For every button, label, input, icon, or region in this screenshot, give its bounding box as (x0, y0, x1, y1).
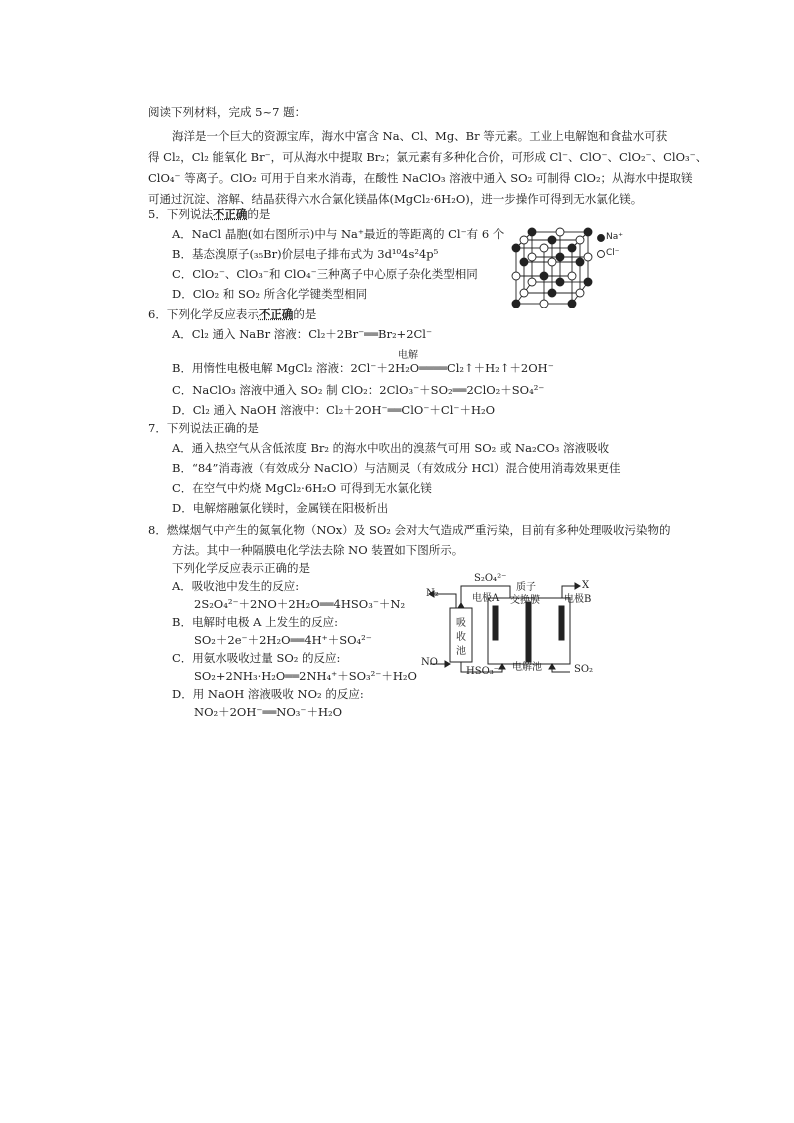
passage-line-3: ClO₄⁻ 等离子。ClO₂ 可用于自来水消毒，在酸性 NaClO₃ 溶液中通入 SO₂ 可制得 ClO₂；从海水中提取镁 (148, 171, 693, 185)
label-absorb-3: 池 (456, 646, 466, 657)
label-x: X (582, 580, 590, 591)
label-electrode-a: 电极A (472, 593, 500, 604)
q6-stem (148, 306, 316, 322)
q5-stem (148, 206, 270, 222)
q5-stem-emphasis: 不正确 (212, 207, 248, 221)
label-n2: N₂ (426, 588, 439, 599)
electrolysis-apparatus-figure (420, 572, 600, 682)
q8-option-d: D．用 NaOH 溶液吸收 NO₂ 的反应: (172, 687, 364, 701)
label-so2: SO₂ (574, 664, 594, 675)
q5-stem-pre: 5．下列说法 (148, 207, 213, 221)
q8-option-c: C．用氨水吸收过量 SO₂ 的反应: (172, 651, 341, 665)
label-absorb-1: 吸 (456, 618, 466, 629)
nacl-unit-cell-figure (510, 226, 620, 308)
q5-option-d: D．ClO₂ 和 SO₂ 所含化学键类型相同 (172, 287, 368, 301)
q5-option-c: C．ClO₂⁻、ClO₃⁻和 ClO₄⁻三种离子中心原子杂化类型相同 (172, 267, 478, 281)
q8-option-a-equation: 2S₂O₄²⁻＋2NO＋2H₂O══4HSO₃⁻＋N₂ (194, 597, 406, 611)
q8-option-a: A．吸收池中发生的反应: (172, 579, 300, 593)
q6-b-condition: 电解 (398, 350, 418, 361)
q7-stem: 7．下列说法正确的是 (148, 421, 259, 435)
label-membrane-2: 交换膜 (510, 595, 540, 606)
label-cell: 电解池 (512, 662, 542, 673)
q7-option-a: A．通入热空气从含低浓度 Br₂ 的海水中吹出的溴蒸气可用 SO₂ 或 Na₂CO₃ 溶液吸收 (172, 441, 610, 455)
q8-stem-line-2: 方法。其中一种隔膜电化学法去除 NO 装置如下图所示。 (172, 543, 464, 557)
label-hso3: HSO₃⁻ (466, 666, 500, 677)
label-membrane-1: 质子 (516, 582, 536, 593)
label-electrode-b: 电极B (564, 594, 592, 605)
section-header: 阅读下列材料，完成 5~7 题： (148, 105, 307, 119)
q5-stem-post: 的是 (247, 207, 271, 221)
q7-option-c: C．在空气中灼烧 MgCl₂·6H₂O 可得到无水氯化镁 (172, 481, 432, 495)
q7-option-d: D．电解熔融氯化镁时，金属镁在阳极析出 (172, 501, 389, 515)
label-s2o4: S₂O₄²⁻ (474, 573, 507, 584)
legend-cl: Cl⁻ (606, 248, 620, 258)
passage-line-4: 可通过沉淀、溶解、结晶获得六水合氯化镁晶体(MgCl₂·6H₂O)，进一步操作可得到无水氯化镁。 (148, 192, 643, 206)
legend-na: Na⁺ (606, 232, 623, 242)
q5-option-a: A．NaCl 晶胞(如右图所示)中与 Na⁺最近的等距离的 Cl⁻有 6 个 (172, 227, 505, 241)
q8-option-c-equation: SO₂+2NH₃·H₂O══2NH₄⁺＋SO₃²⁻＋H₂O (194, 669, 417, 683)
q6-stem-pre: 6．下列化学反应表示 (148, 307, 259, 321)
q6-option-b: B．用惰性电极电解 MgCl₂ 溶液：2Cl⁻＋2H₂O════Cl₂↑＋H₂↑＋2OH⁻ (172, 361, 554, 375)
q6-option-a: A．Cl₂ 通入 NaBr 溶液：Cl₂＋2Br⁻══Br₂+2Cl⁻ (172, 327, 433, 341)
passage-line-1: 海洋是一个巨大的资源宝库，海水中富含 Na、Cl、Mg、Br 等元素。工业上电解饱和食盐水可获 (172, 129, 668, 143)
label-absorb-2: 收 (456, 632, 466, 643)
q8-stem-line-3: 下列化学反应表示正确的是 (172, 561, 310, 575)
label-no: NO (421, 657, 438, 668)
q7-option-b: B．“84”消毒液（有效成分 NaClO）与洁厕灵（有效成分 HCl）混合使用消毒效果更佳 (172, 461, 621, 475)
q8-option-b: B．电解时电极 A 上发生的反应: (172, 615, 338, 629)
q6-stem-emphasis: 不正确 (258, 307, 294, 321)
passage-line-2: 得 Cl₂，Cl₂ 能氧化 Br⁻，可从海水中提取 Br₂；氯元素有多种化合价，可形成 Cl⁻、ClO⁻、ClO₂⁻、ClO₃⁻、 (148, 150, 708, 164)
q6-stem-post: 的是 (293, 307, 317, 321)
q6-option-c: C．NaClO₃ 溶液中通入 SO₂ 制 ClO₂：2ClO₃⁻＋SO₂══2ClO₂＋SO₄²⁻ (172, 383, 545, 397)
q6-option-d: D．Cl₂ 通入 NaOH 溶液中：Cl₂＋2OH⁻══ClO⁻＋Cl⁻＋H₂O (172, 403, 496, 417)
q8-stem-line-1: 8．燃煤烟气中产生的氮氧化物（NOx）及 SO₂ 会对大气造成严重污染，目前有多种处理吸收污染物的 (148, 523, 671, 537)
q5-option-b: B．基态溴原子(₃₅Br)价层电子排布式为 3d¹⁰4s²4p⁵ (172, 247, 439, 261)
q8-option-d-equation: NO₂＋2OH⁻══NO₃⁻＋H₂O (194, 705, 343, 719)
q8-option-b-equation: SO₂＋2e⁻＋2H₂O══4H⁺＋SO₄²⁻ (194, 633, 372, 647)
